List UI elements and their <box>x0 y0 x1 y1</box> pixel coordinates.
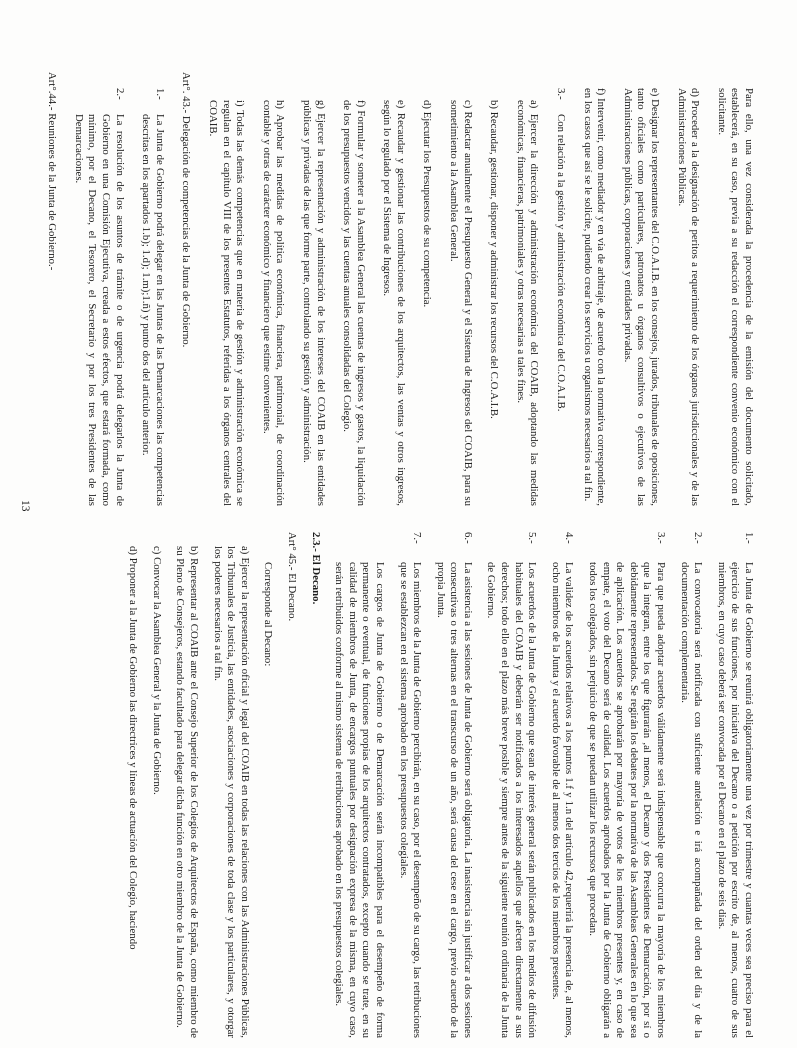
item-number: 1.- <box>743 532 755 544</box>
numbered-item <box>585 532 667 1038</box>
lettered-item <box>210 546 251 1038</box>
lettered-item <box>487 100 501 506</box>
item-text: Art° 45.- El Decano. <box>285 532 298 622</box>
item-number: 3.- <box>655 532 668 544</box>
numbered-item <box>484 532 538 1038</box>
item-number: 1.- <box>153 88 166 100</box>
item-text: i) Todas las demás competencias que en materia de gestión y administración económica se regulan en el capítulo VIII de los presentes Estatutos, referidas a los órganos centrales del COAIB. <box>206 100 247 506</box>
item-text: h) Aprobar las medidas de política económica, financiera, patrimonial, de coordinación contable y otras de carácter económico y financiero que estime convenientes. <box>260 100 287 506</box>
item-text: e) Recaudar y gestionar las contribuciones de los arquitectos, las ventas y otros ingresos, según lo regulado por el Sistema de Ingresos. <box>381 100 407 506</box>
indented-paragraph <box>332 562 386 1038</box>
item-text: Para que pueda adoptar acuerdos válidamente será indispensable que concurra la mayoría de los miembros que la integran, entre los que figurarán ,al menos, el Decano y dos Presidentes de Demarcación, por sí o debidamente representados. Se regirán los debates por la normativa de las Asambleas Generales en lo que sea de aplicación. Los acuerdos se aprobarán por mayoría de votos de los miembros presentes y, en caso de empate, el voto del Decano será de calidad. Los acuerdos aprobados por la Junta de Gobierno obligarán a todos los colegiados, sin perjuicio de que se puedan utilizar los recursos que procedan. <box>587 562 668 1038</box>
item-text: a) Ejercer la dirección y administración económica del COAIB, adoptando las medidas económicas, financieras, patrimoniales y otras necesarias a tales fines. <box>514 100 541 506</box>
numbered-item <box>677 532 704 1038</box>
lettered-item <box>205 100 246 506</box>
lettered-item <box>620 88 661 506</box>
item-text: Los acuerdos de la Junta de Gobierno que sean de interés general serán publicados en los medios de difusión habituales del COAIB y deberán ser notificados a los interesados aquellos que afecten directamente a sus derechos; todo ello en el plazo más breve posible y siempre antes de la siguiente reunión ordinaria de la Junta de Gobierno. <box>485 562 539 1038</box>
article-heading <box>179 72 193 506</box>
lettered-item <box>173 546 200 1038</box>
item-text: 2.3.- El Decano. <box>309 532 322 605</box>
item-text: La asistencia a las sesiones de Junta de Gobierno será obligatoria. La inasistencia sin justificar a dos sesiones consecutivas o tres alternas en el transcurso de un año, será causa del cese en el cargo, previo acuerdo de la propia Junta. <box>434 562 474 1038</box>
page-number: 13 <box>19 500 31 512</box>
item-number: 4.- <box>563 532 576 544</box>
lettered-item <box>513 100 540 506</box>
item-text: La convocatoria será notificada con suficiente antelación e irá acompañada del orden del día y de la documentación complementaria. <box>678 562 705 1038</box>
lettered-item <box>447 100 474 506</box>
item-text: Corresponde al Decano: <box>262 562 275 667</box>
item-text: Art°. 43.- Delegación de competencias de la Junta de Gobierno. <box>180 72 193 348</box>
item-text: d) Proponer a la Junta de Gobierno las directrices y líneas de actuación del Colegio, haciendo <box>127 546 140 950</box>
numbered-item <box>714 532 755 1038</box>
numbered-item <box>548 532 575 1038</box>
numbered-item <box>553 88 567 506</box>
lettered-item <box>259 100 286 506</box>
item-text: La validez de los acuerdos relativos a los puntos 1.f y 1.n del artículo 42,requerirá la presencia de, al menos, ocho miembros de la Junta y el acuerdo favorable de al menos dos tercios de los miembros presentes. <box>549 562 576 1038</box>
lettered-item <box>149 546 163 1038</box>
article-heading <box>284 532 298 1038</box>
item-text: Con relación a la gestión y administración económica del C.O.A.I.B. <box>555 114 568 412</box>
item-text: La Junta de Gobierno podrá delegar en las Juntas de las Demarcaciones las competencias descritas en los apartados 1.b); 1.d); 1.m);1.ñ) y punto dos del artículo anterior. <box>140 114 166 506</box>
item-text: c) Redactar anualmente el Presupuesto General y el Sistema de Ingresos del COAIB, para su sometimiento a la Asamblea General. <box>448 100 474 506</box>
item-number: 3.- <box>555 88 568 100</box>
section-heading <box>308 532 322 1038</box>
item-text: f) Intervenir, como mediador y en vía de arbitraje, de acuerdo con la normativa correspondiente, en los casos que así se le solicite, pudiendo crear los servicios u organismos necesarios a tal fin. <box>581 88 608 506</box>
indented-paragraph <box>261 562 275 1038</box>
item-text: Art°.44.- Reuniones de la Junta de Gobierno.- <box>46 72 59 271</box>
item-text: c) Convocar la Asamblea General y la Junta de Gobierno. <box>150 546 163 795</box>
item-text: a) Ejercer la representación oficial y legal del COAIB en todas las relaciones con las Administraciones Públicas, los Tribunales de Justicia, las entidades, asociaciones y corporaciones de toda clase y los particulares, y otorgar los poderes necesarios a tal fin. <box>211 546 251 1038</box>
paragraph <box>714 88 755 506</box>
item-text: La resolución de los asuntos de trámite o de urgencia podrá delegarlos la Junta de Gobierno en una Comisión Ejecutiva, creada a estos efectos, que estará formada, como mínimo, por el Decano, el Tesorero, el Secretario y por los tres Presidentes de las Demarcaciones. <box>72 114 126 506</box>
item-text: b) Representar al COAIB ante el Consejo Superior de los Colegios de Arquitectos de España, como miembro de su Pleno de Consejeros, estando facultado para delegar dicha función en otro miembro de la Junta de Gobierno. <box>174 546 200 1038</box>
item-number: 2.- <box>692 532 705 544</box>
lettered-item <box>420 100 434 506</box>
lettered-item <box>126 546 140 1038</box>
lettered-item <box>299 100 326 506</box>
item-text: f) Formular y someter a la Asamblea General las cuentas de ingresos y gastos, la liquidación de los presupuestos vencidos y las cuentas anuales consolidadas del Colegio. <box>341 100 367 506</box>
item-text: Para ello, una vez considerada la procedencia de la emisión del documento solicitado, establecerá, en su caso, previa a su redacción el correspondiente convenio económico con el solicitante. <box>715 88 755 506</box>
item-text: e) Designar los representantes del C.O.A.I.B. en los consejos, jurados, tribunales de oposiciones, tanto oficiales como particulares, patronatos u órganos consultivos o ejecutivos de las Administraciones públicas, corporaciones y entidades privadas. <box>621 88 662 506</box>
numbered-item <box>433 532 474 1038</box>
numbered-item <box>71 88 125 506</box>
item-text: g) Ejercer la representación y administración de los intereses del COAIB en las entidades públicas y privadas de las que forme parte, controlando su gestión y administración. <box>300 100 327 506</box>
article-heading <box>45 72 59 506</box>
lettered-item <box>380 100 407 506</box>
item-text: d) Proceder a la designación de peritos a requerimiento de los órganos jurisdiccionales y de las Administraciones Públicas. <box>675 88 702 506</box>
item-number: 7.- <box>411 532 424 544</box>
item-text: d) Ejecutar los Presupuestos de su competencia. <box>421 100 434 308</box>
numbered-item <box>396 532 423 1038</box>
lettered-item <box>340 100 367 506</box>
item-text: Los cargos de Junta de Gobierno o de Demarcación serán incompatibles para el desempeño de forma permanente o eventual, de funciones propias de los arquitectos contratados, excepto cuando se trate, en su calidad de miembros de Junta, de encargos puntuales por designación expresa de la misma, en cuyo caso, serán retribuidos conforme al mismo sistema de retribuciones aprobado en los presupuestos colegiales. <box>333 562 386 1038</box>
item-text: La Junta de Gobierno se reunirá obligatoriamente una vez por trimestre y cuantas veces sea preciso para el ejercicio de sus funciones, por iniciativa del Decano o a petición por escrito de, al menos, cuatro de sus miembros, en cuyo caso deberá ser convocada por el Decano en el plazo de seis días. <box>715 562 755 1038</box>
item-text: Los miembros de la Junta de Gobierno percibirán, en su caso, por el desempeño de su cargo, las retribuciones que se establezcan en el sistema aprobado en los presupuestos colegiales. <box>397 562 424 1038</box>
right-column <box>116 532 755 1038</box>
numbered-item <box>139 88 166 506</box>
item-text: b) Recaudar, gestionar, disponer y administrar los recursos del C.O.A.I.B. <box>488 100 501 419</box>
item-number: 2.- <box>113 88 126 100</box>
item-number: 5.- <box>526 532 539 544</box>
lettered-item <box>674 88 701 506</box>
item-number: 6.- <box>461 532 474 544</box>
left-column <box>32 72 755 506</box>
lettered-item <box>580 88 607 506</box>
